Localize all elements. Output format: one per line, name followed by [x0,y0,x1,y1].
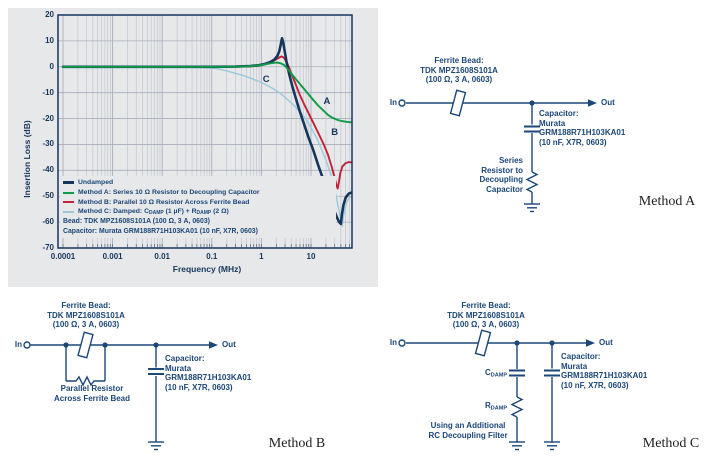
y-tick-label: -30 [42,139,54,149]
ferrite-bead-label: Ferrite Bead: TDK MPZ1608S101A (100 Ω, 3 A, 0603) [420,56,498,85]
rdamp-label: RDAMP [485,401,507,412]
x-tick-label: 0.0001 [50,252,76,261]
y-tick-label: -40 [42,165,54,175]
legend-label: Method B: Parallel 10 Ω Resistor Across Ferrite Bead [78,198,250,206]
method-b-title: Method B [268,436,326,451]
x-tick-label: 1 [259,252,264,261]
legend-swatch [63,181,74,184]
capacitor-label: Capacitor: Murata GRM188R71H103KA01 (10 nF, X7R, 0603) [165,354,252,392]
x-axis-title: Frequency (MHz) [172,264,242,274]
in-label: In [389,98,397,107]
x-tick-label: 0.01 [154,252,170,261]
legend-note: Bead: TDK MPZ1608S101A (100 Ω, 3 A, 0603) [63,217,210,225]
x-tick-label: 0.001 [102,252,123,261]
capacitor-label: Capacitor: Murata GRM188R71H103KA01 (10 nF, X7R, 0603) [539,109,626,147]
x-tick-label: 0.1 [206,252,218,261]
y-tick-label: -20 [42,113,54,123]
legend-swatch [63,201,74,203]
curve-label-a: A [323,95,331,107]
y-tick-label: -10 [42,87,54,97]
curve-label-c: C [262,73,270,85]
ferrite-bead-label: Ferrite Bead: TDK MPZ1608S101A (100 Ω, 3 A, 0603) [447,301,525,330]
in-label: In [14,340,22,349]
y-axis-title: Insertion Loss (dB) [22,120,32,198]
y-tick-label: 10 [45,35,54,45]
legend-item [63,207,336,217]
series-resistor-label: Series Resistor to Decoupling Capacitor [479,156,523,194]
y-tick-label: 20 [45,10,54,19]
rc-filter-note: Using an Additional RC Decoupling Filter [428,421,508,440]
x-tick-label: 10 [306,252,316,261]
ferrite-bead-label: Ferrite Bead: TDK MPZ1608S101A (100 Ω, 3 A, 0603) [47,301,125,330]
legend-label: Method C: Damped: CDAMP (1 µF) + RDAMP (2 Ω) [78,207,229,216]
capacitor-label: Capacitor: Murata GRM188R71H103KA01 (10 nF, X7R, 0603) [561,352,648,390]
method-a-title: Method A [638,194,696,209]
y-tick-label: -50 [42,191,54,201]
y-tick-label: -70 [42,243,54,252]
curve-label-b: B [331,126,339,138]
legend-item [63,188,336,198]
legend-item [63,178,336,188]
out-label: Out [601,98,615,107]
y-tick-label: 0 [49,61,54,71]
legend-swatch [63,192,74,194]
in-label: In [389,338,397,347]
legend-item [63,197,336,207]
legend-label: Undamped [78,179,114,187]
out-label: Out [599,338,613,347]
out-label: Out [222,340,236,349]
chart-legend [60,176,336,238]
legend-swatch [63,211,74,213]
parallel-resistor-label: Parallel Resistor Across Ferrite Bead [53,384,131,403]
legend-label: Method A: Series 10 Ω Resistor to Decoupling Capacitor [78,189,260,197]
cdamp-label: CDAMP [485,368,507,379]
legend-note: Capacitor: Murata GRM188R71H103KA01 (10 nF, X7R, 0603) [63,227,258,235]
y-tick-label: -60 [42,217,54,227]
method-c-title: Method C [642,436,700,451]
